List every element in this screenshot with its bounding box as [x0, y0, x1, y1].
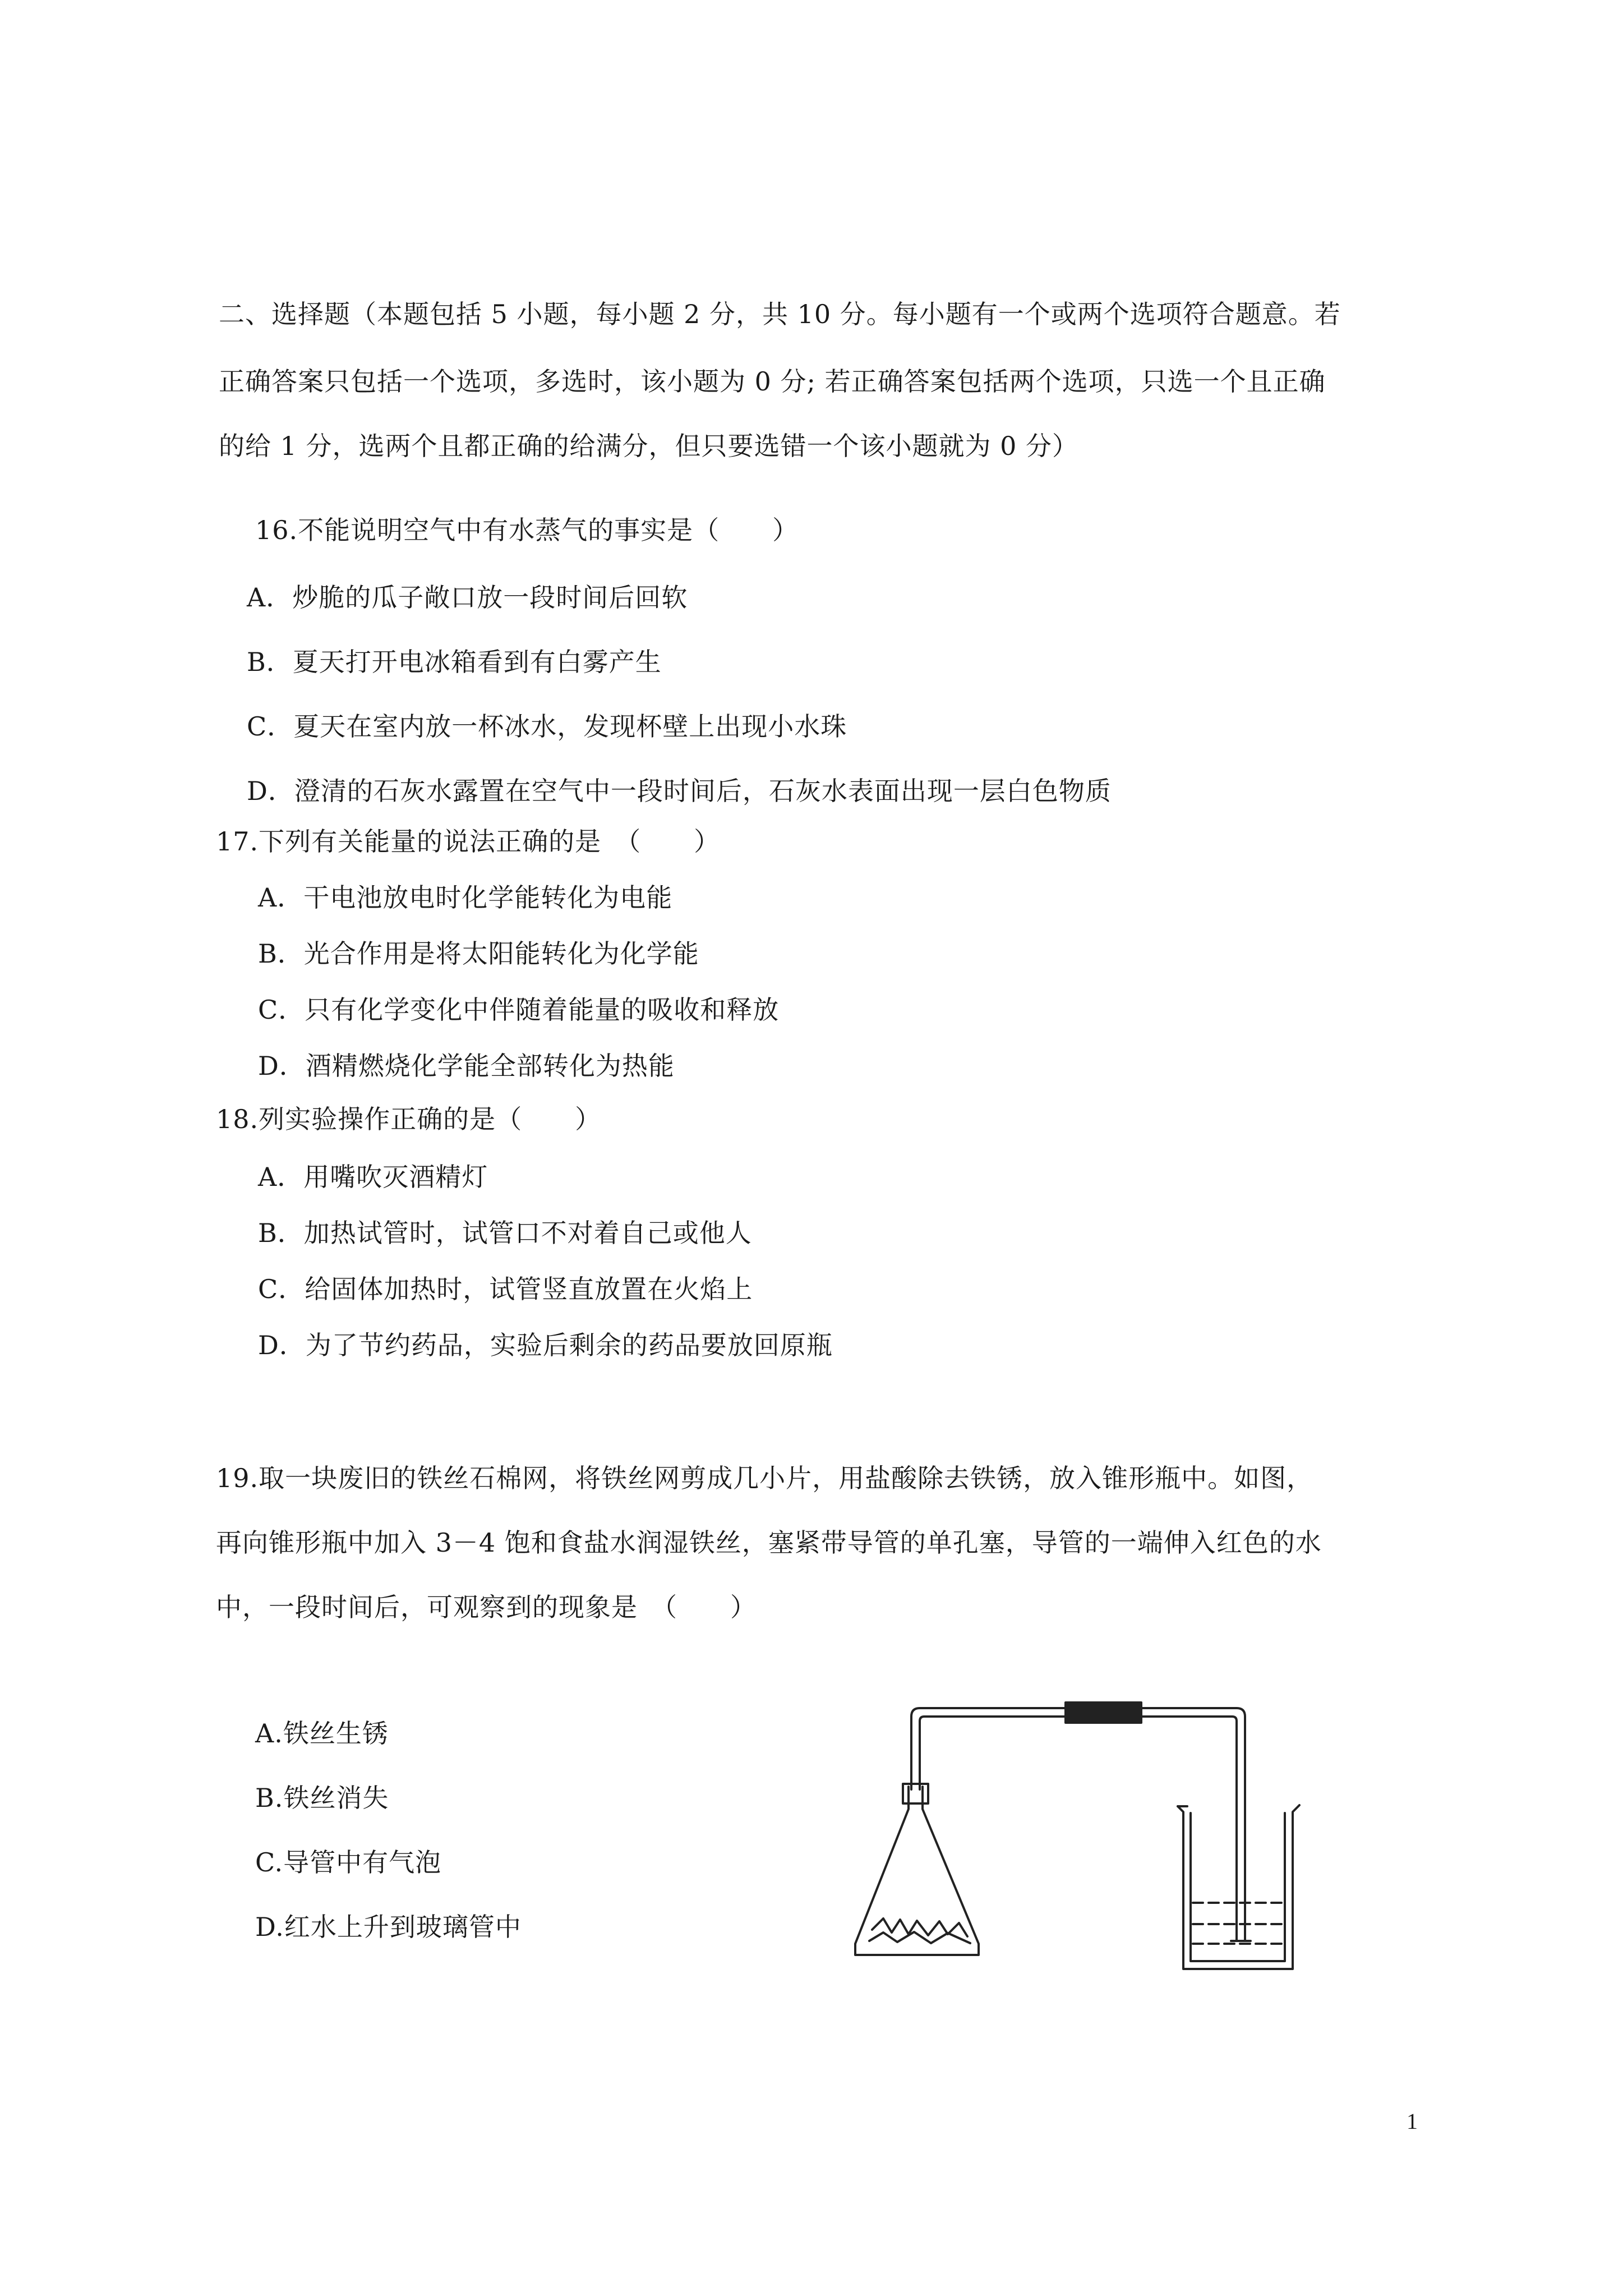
question-19-option-d: D.红水上升到玻璃管中: [255, 1912, 522, 1942]
question-16-stem: 16.不能说明空气中有水蒸气的事实是（ ）: [255, 515, 799, 545]
conical-flask: [855, 1784, 979, 1955]
question-18-option-d: D．为了节约药品，实验后剩余的药品要放回原瓶: [258, 1330, 833, 1360]
question-18-option-c: C．给固体加热时，试管竖直放置在火焰上: [258, 1274, 753, 1304]
question-18-option-b: B．加热试管时，试管口不对着自己或他人: [258, 1218, 752, 1248]
question-16-option-d: D．澄清的石灰水露置在空气中一段时间后，石灰水表面出现一层白色物质: [247, 776, 1112, 806]
apparatus-diagram: [844, 1694, 1304, 1986]
page-number: 1: [1407, 2109, 1418, 2134]
question-19-stem-line-2: 再向锥形瓶中加入 3－4 饱和食盐水润湿铁丝，塞紧带导管的单孔塞，导管的一端伸入红色的水: [216, 1527, 1322, 1558]
question-16-option-c: C．夏天在室内放一杯冰水，发现杯壁上出现小水珠: [247, 711, 847, 742]
section-intro-line-2: 正确答案只包括一个选项，多选时，该小题为 0 分; 若正确答案包括两个选项，只选一个且正确: [219, 366, 1326, 397]
question-17-option-d: D．酒精燃烧化学能全部转化为热能: [258, 1051, 675, 1081]
beaker: [1178, 1805, 1299, 1969]
section-intro-line-3: 的给 1 分，选两个且都正确的给满分，但只要选错一个该小题就为 0 分）: [219, 431, 1079, 461]
question-17-stem: 17.下列有关能量的说法正确的是 （ ）: [216, 826, 721, 857]
question-19-stem-line-3: 中，一段时间后，可观察到的现象是 （ ）: [216, 1592, 757, 1622]
question-18-option-a: A．用嘴吹灭酒精灯: [258, 1162, 488, 1192]
question-19-option-a: A.铁丝生锈: [255, 1718, 389, 1749]
question-17-option-a: A．干电池放电时化学能转化为电能: [258, 882, 673, 913]
question-17-option-b: B．光合作用是将太阳能转化为化学能: [258, 938, 699, 969]
question-17-option-c: C．只有化学变化中伴随着能量的吸收和释放: [258, 995, 780, 1025]
question-16-option-a: A．炒脆的瓜子敞口放一段时间后回软: [247, 582, 688, 613]
question-18-stem: 18.列实验操作正确的是（ ）: [216, 1104, 602, 1134]
section-intro-line-1: 二、选择题（本题包括 5 小题，每小题 2 分，共 10 分。每小题有一个或两个选项符合题意。若: [219, 299, 1341, 329]
question-19-option-b: B.铁丝消失: [255, 1783, 389, 1813]
question-19-stem-line-1: 19.取一块废旧的铁丝石棉网，将铁丝网剪成几小片，用盐酸除去铁锈，放入锥形瓶中。如图，: [216, 1463, 1313, 1493]
question-19-option-c: C.导管中有气泡: [255, 1847, 442, 1878]
question-16-option-b: B．夏天打开电冰箱看到有白雾产生: [247, 647, 662, 677]
